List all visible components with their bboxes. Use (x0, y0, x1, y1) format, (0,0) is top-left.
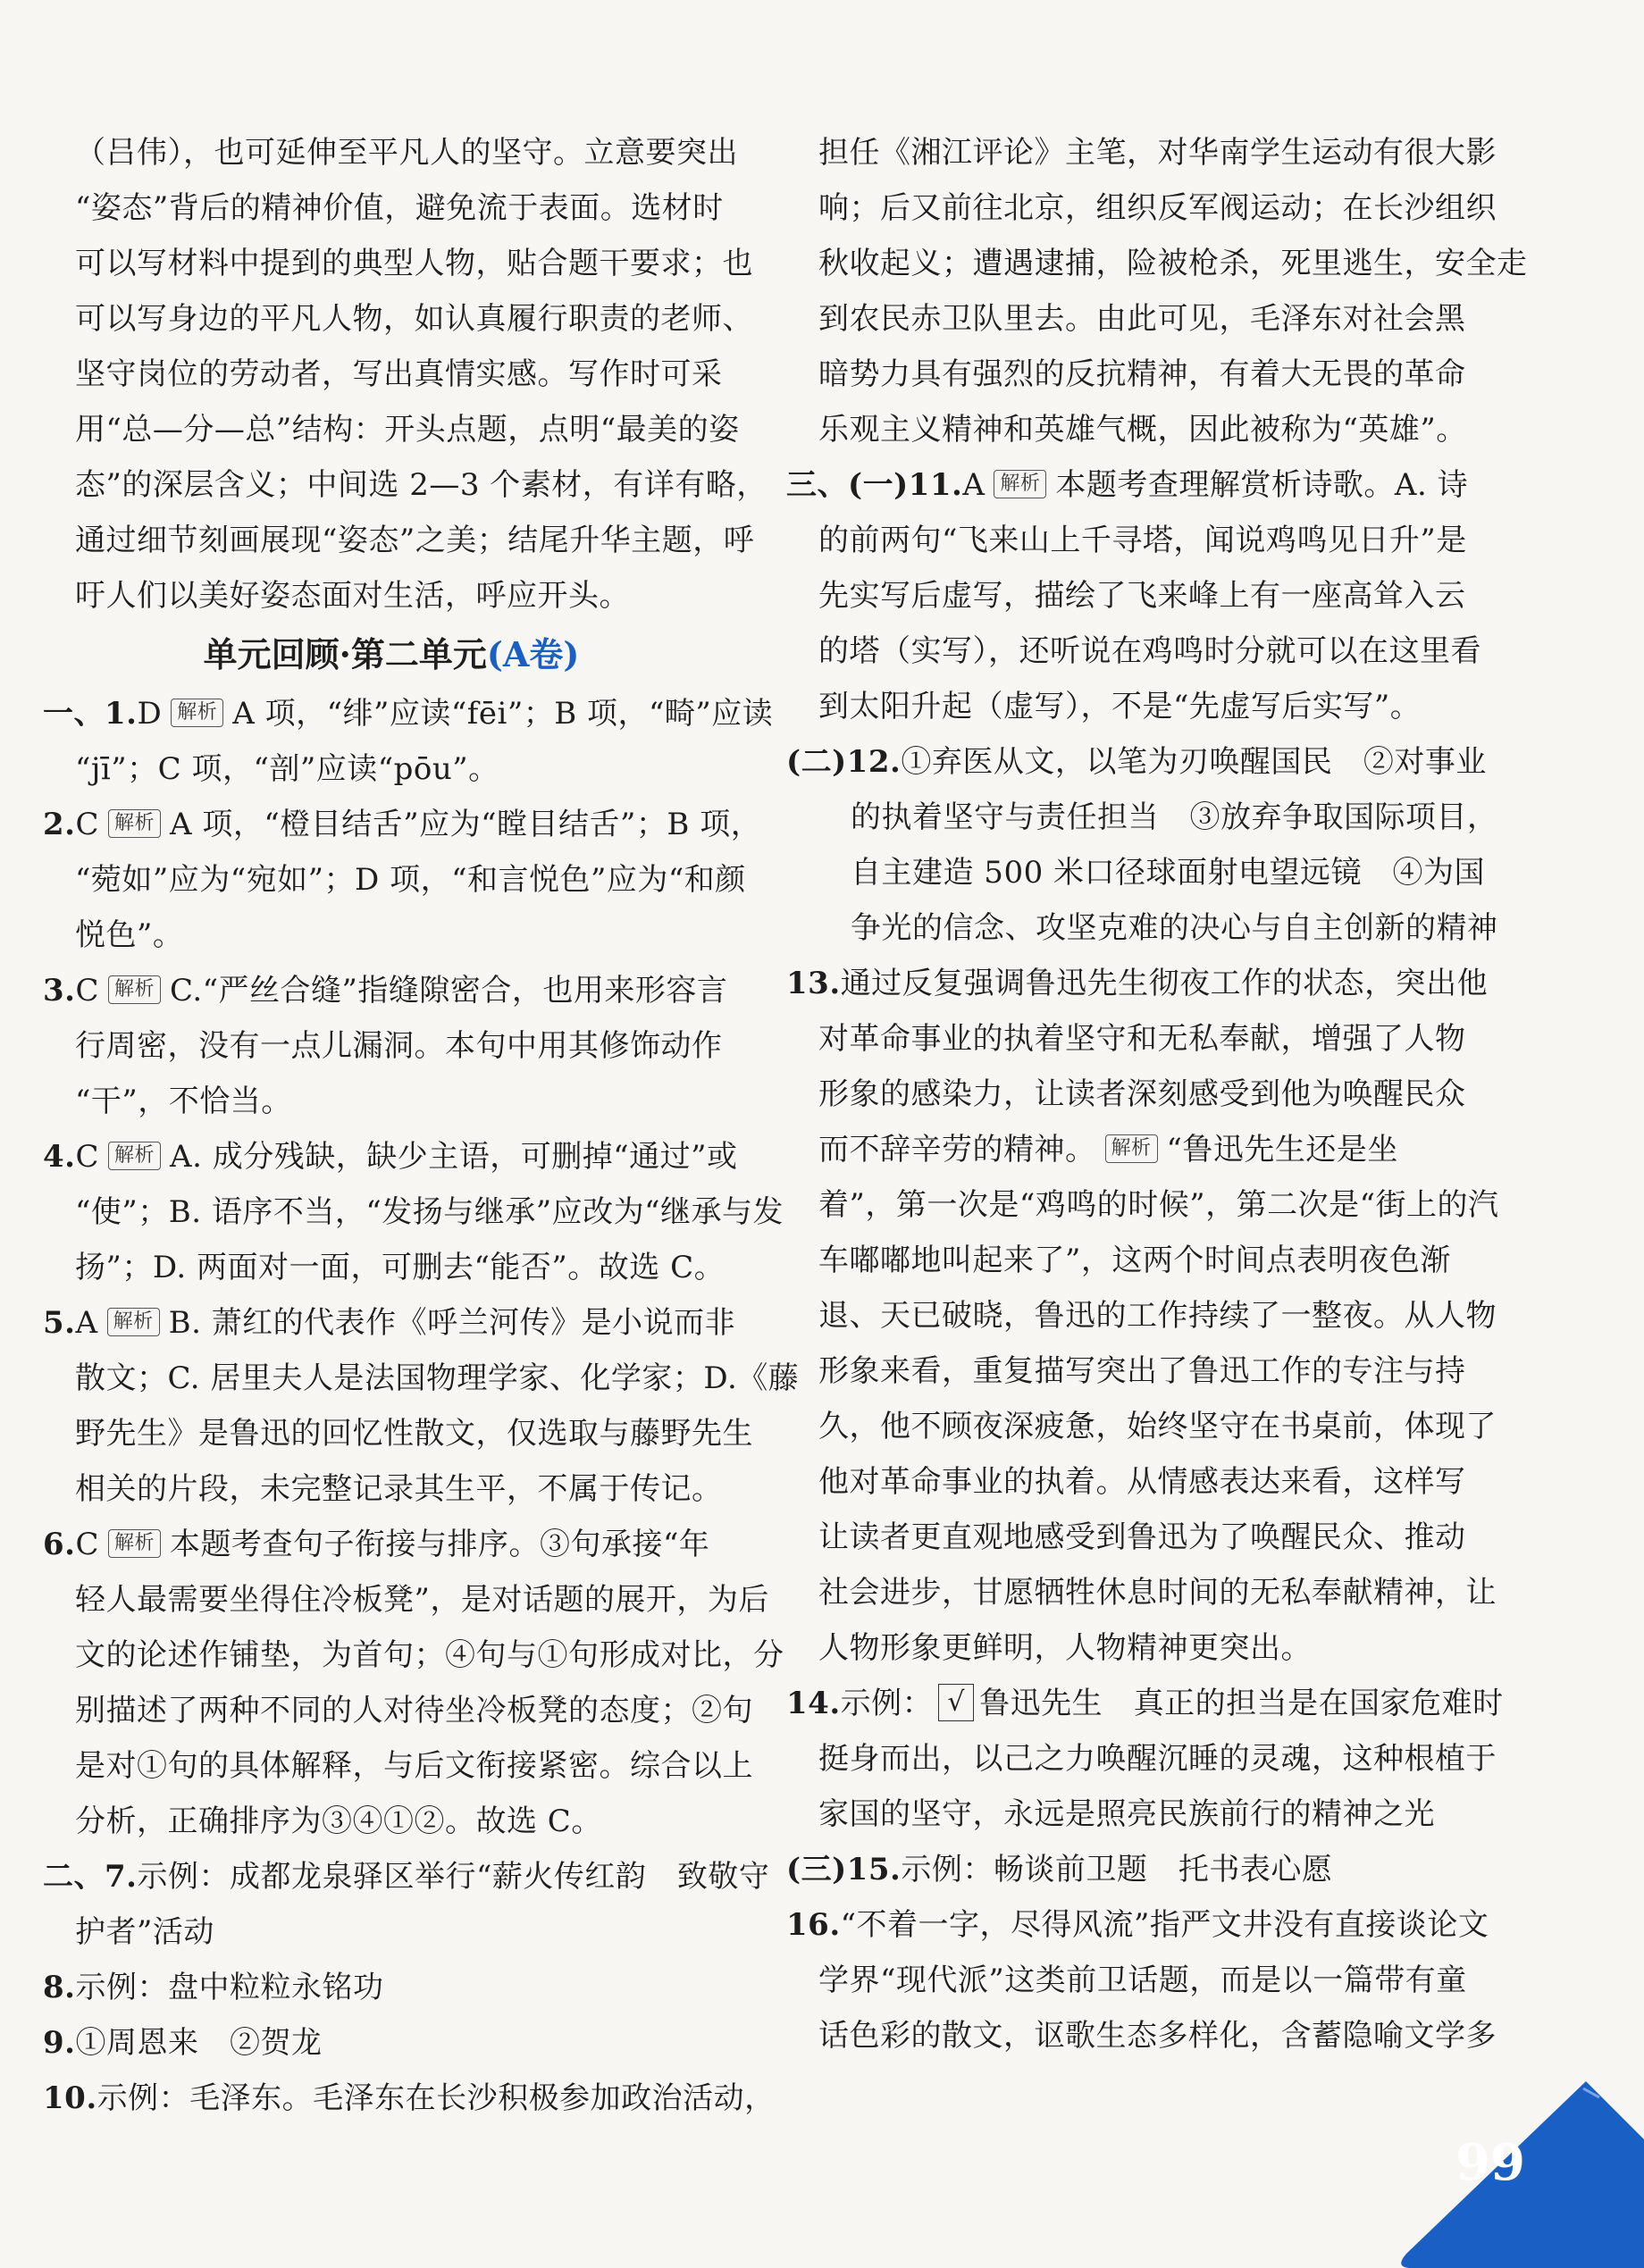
line-text: 可以写材料中提到的典型人物，贴合题干要求；也 (75, 246, 753, 281)
text-line (786, 2008, 1497, 2063)
line-text: 文的论述作铺垫，为首句；④句与①句形成对比，分 (75, 1637, 784, 1673)
answer-text: A (75, 1305, 98, 1341)
text-line (43, 180, 740, 236)
line-text: 让读者更直观地感受到鲁迅为了唤醒民众、推动 (818, 1519, 1466, 1555)
question-number: 9. (43, 2025, 76, 2061)
line-text: 态”的深层含义；中间选 2—3 个素材，有详有略， (75, 467, 767, 503)
text-line (786, 956, 1489, 1011)
text-line (43, 1184, 784, 1240)
text-line (786, 623, 1483, 679)
line-text: 秋收起义；遭遇逮捕，险被枪杀，死里逃生，安全走 (818, 246, 1528, 281)
line-text: “jī”；C 项，“剖”应读“pōu”。 (75, 751, 499, 787)
text-line (43, 1406, 753, 1461)
line-text: 的塔（实写），还听说在鸡鸣时分就可以在这里看 (818, 633, 1481, 669)
question-number: 14. (786, 1686, 841, 1721)
explanation-text: B. 萧红的代表作《呼兰河传》是小说而非 (168, 1305, 736, 1341)
line-text: 轻人最需要坐得住冷板凳”，是对话题的展开，为后 (75, 1582, 769, 1618)
line-text: 暗势力具有强烈的反抗精神，有着大无畏的革命 (818, 356, 1466, 392)
text-line (43, 291, 753, 347)
question-number: 10. (43, 2080, 97, 2116)
checkbox-checked-icon: √ (938, 1684, 974, 1721)
line-text: “姿态”背后的精神价值，避免流于表面。选材时 (75, 190, 724, 226)
explanation-text: 鲁迅先生 真正的担当是在国家危难时 (979, 1686, 1504, 1721)
text-line (786, 1953, 1483, 2008)
text-line (43, 1960, 740, 2015)
line-text: 退、天已破晓，鲁迅的工作持续了一整夜。从人物 (818, 1298, 1497, 1334)
question-number: 8. (43, 1970, 76, 2005)
text-line (43, 568, 740, 623)
line-text: 形象来看，重复描写突出了鲁迅工作的专注与持 (818, 1353, 1466, 1389)
line-text: 自主建造 500 米口径球面射电望远镜 ④为国 (851, 855, 1486, 891)
text-line (786, 1399, 1497, 1454)
section-title-volume: (A卷) (486, 634, 580, 674)
line-text: 护者”活动 (75, 1914, 214, 1950)
text-line (786, 1842, 1483, 1897)
page-number: 99 (1455, 2133, 1525, 2192)
text-line (786, 1731, 1497, 1787)
explanation-text: 本题考查句子衔接与排序。③句承接“年 (170, 1527, 710, 1562)
line-text: 担任《湘江评论》主笔，对华南学生运动有很大影 (818, 135, 1497, 171)
text-line (43, 125, 740, 180)
text-line (786, 568, 1483, 623)
text-line (786, 1510, 1483, 1565)
question-number: (二)12. (786, 744, 902, 780)
line-text: 是对①句的具体解释，与后文衔接紧密。综合以上 (75, 1748, 753, 1784)
line-text: 吁人们以美好姿态面对生活，呼应开头。 (75, 578, 630, 614)
answer-text: D (137, 696, 163, 732)
text-line (43, 797, 762, 852)
line-text: 的前两句“飞来山上千寻塔，闻说鸡鸣见日升”是 (818, 523, 1467, 558)
text-line (786, 1565, 1497, 1620)
line-text: 学界“现代派”这类前卫话题，而是以一篇带有童 (818, 1963, 1467, 1998)
answer-text: C (75, 1139, 100, 1175)
text-line (43, 457, 767, 513)
section-title (43, 623, 740, 686)
question-number: 4. (43, 1139, 76, 1175)
question-number: (三)15. (786, 1852, 902, 1887)
analysis-tag: 解析 (994, 470, 1046, 498)
text-line (786, 790, 1498, 845)
analysis-tag: 解析 (107, 1308, 160, 1336)
text-line (43, 1683, 753, 1738)
line-text: 社会进步，甘愿牺牲休息时间的无私奉献精神，让 (818, 1575, 1497, 1611)
section-title-text: 单元回顾·第二单元 (203, 634, 487, 674)
line-text: 挺身而出，以己之力唤醒沉睡的灵魂，这种根植于 (818, 1741, 1497, 1777)
explanation-text: C.“严丝合缝”指缝隙密合，也用来形容言 (170, 973, 728, 1008)
text-line (43, 2015, 740, 2071)
line-text: 用“总—分—总”结构：开头点题，点明“最美的姿 (75, 412, 740, 448)
answer-text: “不着一字，尽得风流”指严文井没有直接谈论文 (840, 1907, 1489, 1943)
line-text: 乐观主义精神和英雄气概，因此被称为“英雄”。 (818, 412, 1467, 448)
analysis-tag: 解析 (1105, 1134, 1158, 1163)
line-text: 悦色”。 (75, 917, 184, 953)
line-text: 争光的信念、攻坚克难的决心与自主创新的精神 (851, 910, 1498, 946)
text-line (43, 1295, 740, 1351)
text-line (43, 686, 774, 741)
answer-text: ①周恩来 ②贺龙 (75, 2025, 323, 2061)
text-line (43, 1794, 740, 1849)
line-text: 家国的坚守，永远是照亮民族前行的精神之光 (818, 1796, 1435, 1832)
text-line (786, 1454, 1483, 1510)
line-text: 别描述了两种不同的人对待坐冷板凳的态度；②句 (75, 1693, 753, 1728)
text-line (786, 1676, 1504, 1731)
answer-text: 示例： (840, 1686, 934, 1721)
question-number: 3. (43, 973, 76, 1008)
line-text: 形象的感染力，让读者深刻感受到他为唤醒民众 (818, 1076, 1466, 1112)
question-number: 5. (43, 1305, 76, 1341)
answer-text: ①弃医从文，以笔为刃唤醒国民 ②对事业 (901, 744, 1487, 780)
answer-text: 示例：成都龙泉驿区举行“薪火传红韵 致敬守 (137, 1859, 770, 1895)
left-column (43, 125, 800, 2126)
text-line (43, 1461, 740, 1517)
text-line (43, 347, 740, 402)
text-line (43, 1074, 740, 1129)
line-text: 通过细节刻画展现“姿态”之美；结尾升华主题，呼 (75, 523, 755, 558)
text-line (43, 402, 740, 457)
question-number: 三、(一)11. (786, 467, 963, 503)
text-line (43, 1849, 770, 1904)
line-text: 他对革命事业的执着。从情感表达来看，这样写 (818, 1464, 1466, 1500)
analysis-tag: 解析 (108, 809, 161, 838)
answer-text: C (75, 1527, 100, 1562)
text-line (786, 679, 1483, 734)
text-line (43, 1572, 769, 1628)
answer-text: C (75, 973, 100, 1008)
text-line (786, 402, 1483, 457)
analysis-tag: 解析 (108, 1529, 161, 1558)
explanation-text: “鲁迅先生还是坐 (1166, 1132, 1398, 1167)
text-line (43, 1517, 740, 1572)
explanation-text: 本题考查理解赏析诗歌。A. 诗 (1055, 467, 1469, 503)
answer-text: A (962, 467, 986, 503)
line-text: 坚守岗位的劳动者，写出真情实感。写作时可采 (75, 356, 723, 392)
text-line (786, 734, 1487, 790)
text-line (786, 900, 1498, 956)
answer-text: 示例：毛泽东。毛泽东在长沙积极参加政治活动， (96, 2080, 776, 2116)
line-text: （吕伟），也可延伸至平凡人的坚守。立意要突出 (75, 135, 738, 171)
text-line (43, 1351, 800, 1406)
text-line (786, 1343, 1483, 1399)
text-line (43, 2071, 776, 2126)
question-number: 6. (43, 1527, 76, 1562)
line-text: “干”，不恰当。 (75, 1084, 292, 1119)
line-text: 的执着坚守与责任担当 ③放弃争取国际项目， (851, 799, 1498, 835)
text-line (43, 1738, 753, 1794)
text-line (786, 457, 1483, 513)
answer-text: C (75, 807, 100, 842)
line-text: 野先生》是鲁迅的回忆性散文，仅选取与藤野先生 (75, 1416, 753, 1452)
analysis-tag: 解析 (171, 699, 223, 727)
text-line (786, 1787, 1483, 1842)
line-text: 散文；C. 居里夫人是法国物理学家、化学家；D.《藤 (75, 1360, 800, 1396)
text-line (43, 963, 740, 1018)
line-text: 可以写身边的平凡人物，如认真履行职责的老师、 (75, 301, 753, 337)
answer-text: 而不辞辛劳的精神。 (818, 1132, 1096, 1167)
analysis-tag: 解析 (108, 975, 161, 1004)
answer-text: 示例：畅谈前卫题 托书表心愿 (901, 1852, 1333, 1887)
answer-text: 通过反复强调鲁迅先生彻夜工作的状态，突出他 (840, 966, 1489, 1001)
text-line (786, 1067, 1483, 1122)
explanation-text: A. 成分残缺，缺少主语，可删掉“通过”或 (170, 1139, 738, 1175)
text-line (786, 1897, 1489, 1953)
line-text: 话色彩的散文，讴歌生态多样化，含蓄隐喻文学多 (818, 2018, 1497, 2054)
text-line (786, 1620, 1483, 1676)
line-text: 扬”；D. 两面对一面，可删去“能否”。故选 C。 (75, 1250, 726, 1285)
right-column (786, 125, 1528, 2063)
text-line (786, 291, 1483, 347)
text-line (786, 845, 1486, 900)
line-text: 响；后又前往北京，组织反军阀运动；在长沙组织 (818, 190, 1497, 226)
text-line (786, 513, 1483, 568)
question-number: 2. (43, 807, 76, 842)
text-line (786, 1288, 1497, 1343)
text-line (786, 1122, 1483, 1177)
line-text: “使”；B. 语序不当，“发扬与继承”应改为“继承与发 (75, 1194, 784, 1230)
explanation-text: A 项，“橙目结舌”应为“瞠目结舌”；B 项， (170, 807, 762, 842)
question-number: 13. (786, 966, 841, 1001)
line-text: 分析，正确排序为③④①②。故选 C。 (75, 1804, 602, 1839)
text-line (786, 347, 1483, 402)
line-text: 到太阳升起（虚写），不是“先虚写后实写”。 (818, 689, 1422, 724)
text-line (786, 125, 1497, 180)
explanation-text: A 项，“绯”应读“fēi”；B 项，“畸”应读 (232, 696, 774, 732)
text-line (786, 1177, 1499, 1233)
text-line (43, 1129, 740, 1184)
line-text: 车嘟嘟地叫起来了”，这两个时间点表明夜色渐 (818, 1243, 1451, 1278)
text-line (786, 1233, 1483, 1288)
text-line (43, 1018, 740, 1074)
question-number: 二、7. (43, 1859, 138, 1895)
text-line (786, 1011, 1483, 1067)
text-line (43, 852, 746, 908)
answer-text: 示例：盘中粒粒永铭功 (75, 1970, 384, 2005)
line-text: 行周密，没有一点儿漏洞。本句中用其修饰动作 (75, 1028, 723, 1064)
text-line (43, 908, 740, 963)
line-text: 久，他不顾夜深疲惫，始终坚守在书桌前，体现了 (818, 1409, 1497, 1444)
text-line (43, 236, 753, 291)
line-text: 对革命事业的执着坚守和无私奉献，增强了人物 (818, 1021, 1466, 1057)
analysis-tag: 解析 (108, 1142, 161, 1170)
text-line (43, 741, 740, 797)
text-line (786, 236, 1528, 291)
line-text: 先实写后虚写，描绘了飞来峰上有一座高耸入云 (818, 578, 1466, 614)
line-text: 相关的片段，未完整记录其生平，不属于传记。 (75, 1471, 723, 1507)
line-text: 到农民赤卫队里去。由此可见，毛泽东对社会黑 (818, 301, 1466, 337)
line-text: 着”，第一次是“鸡鸣的时候”，第二次是“街上的汽 (818, 1187, 1499, 1223)
question-number: 一、1. (43, 696, 138, 732)
text-line (43, 513, 755, 568)
line-text: “菀如”应为“宛如”；D 项，“和言悦色”应为“和颜 (75, 862, 746, 898)
line-text: 人物形象更鲜明，人物精神更突出。 (818, 1630, 1312, 1666)
text-line (43, 1628, 784, 1683)
text-line (43, 1904, 740, 1960)
text-line (43, 1240, 740, 1295)
text-line (786, 180, 1497, 236)
question-number: 16. (786, 1907, 841, 1943)
